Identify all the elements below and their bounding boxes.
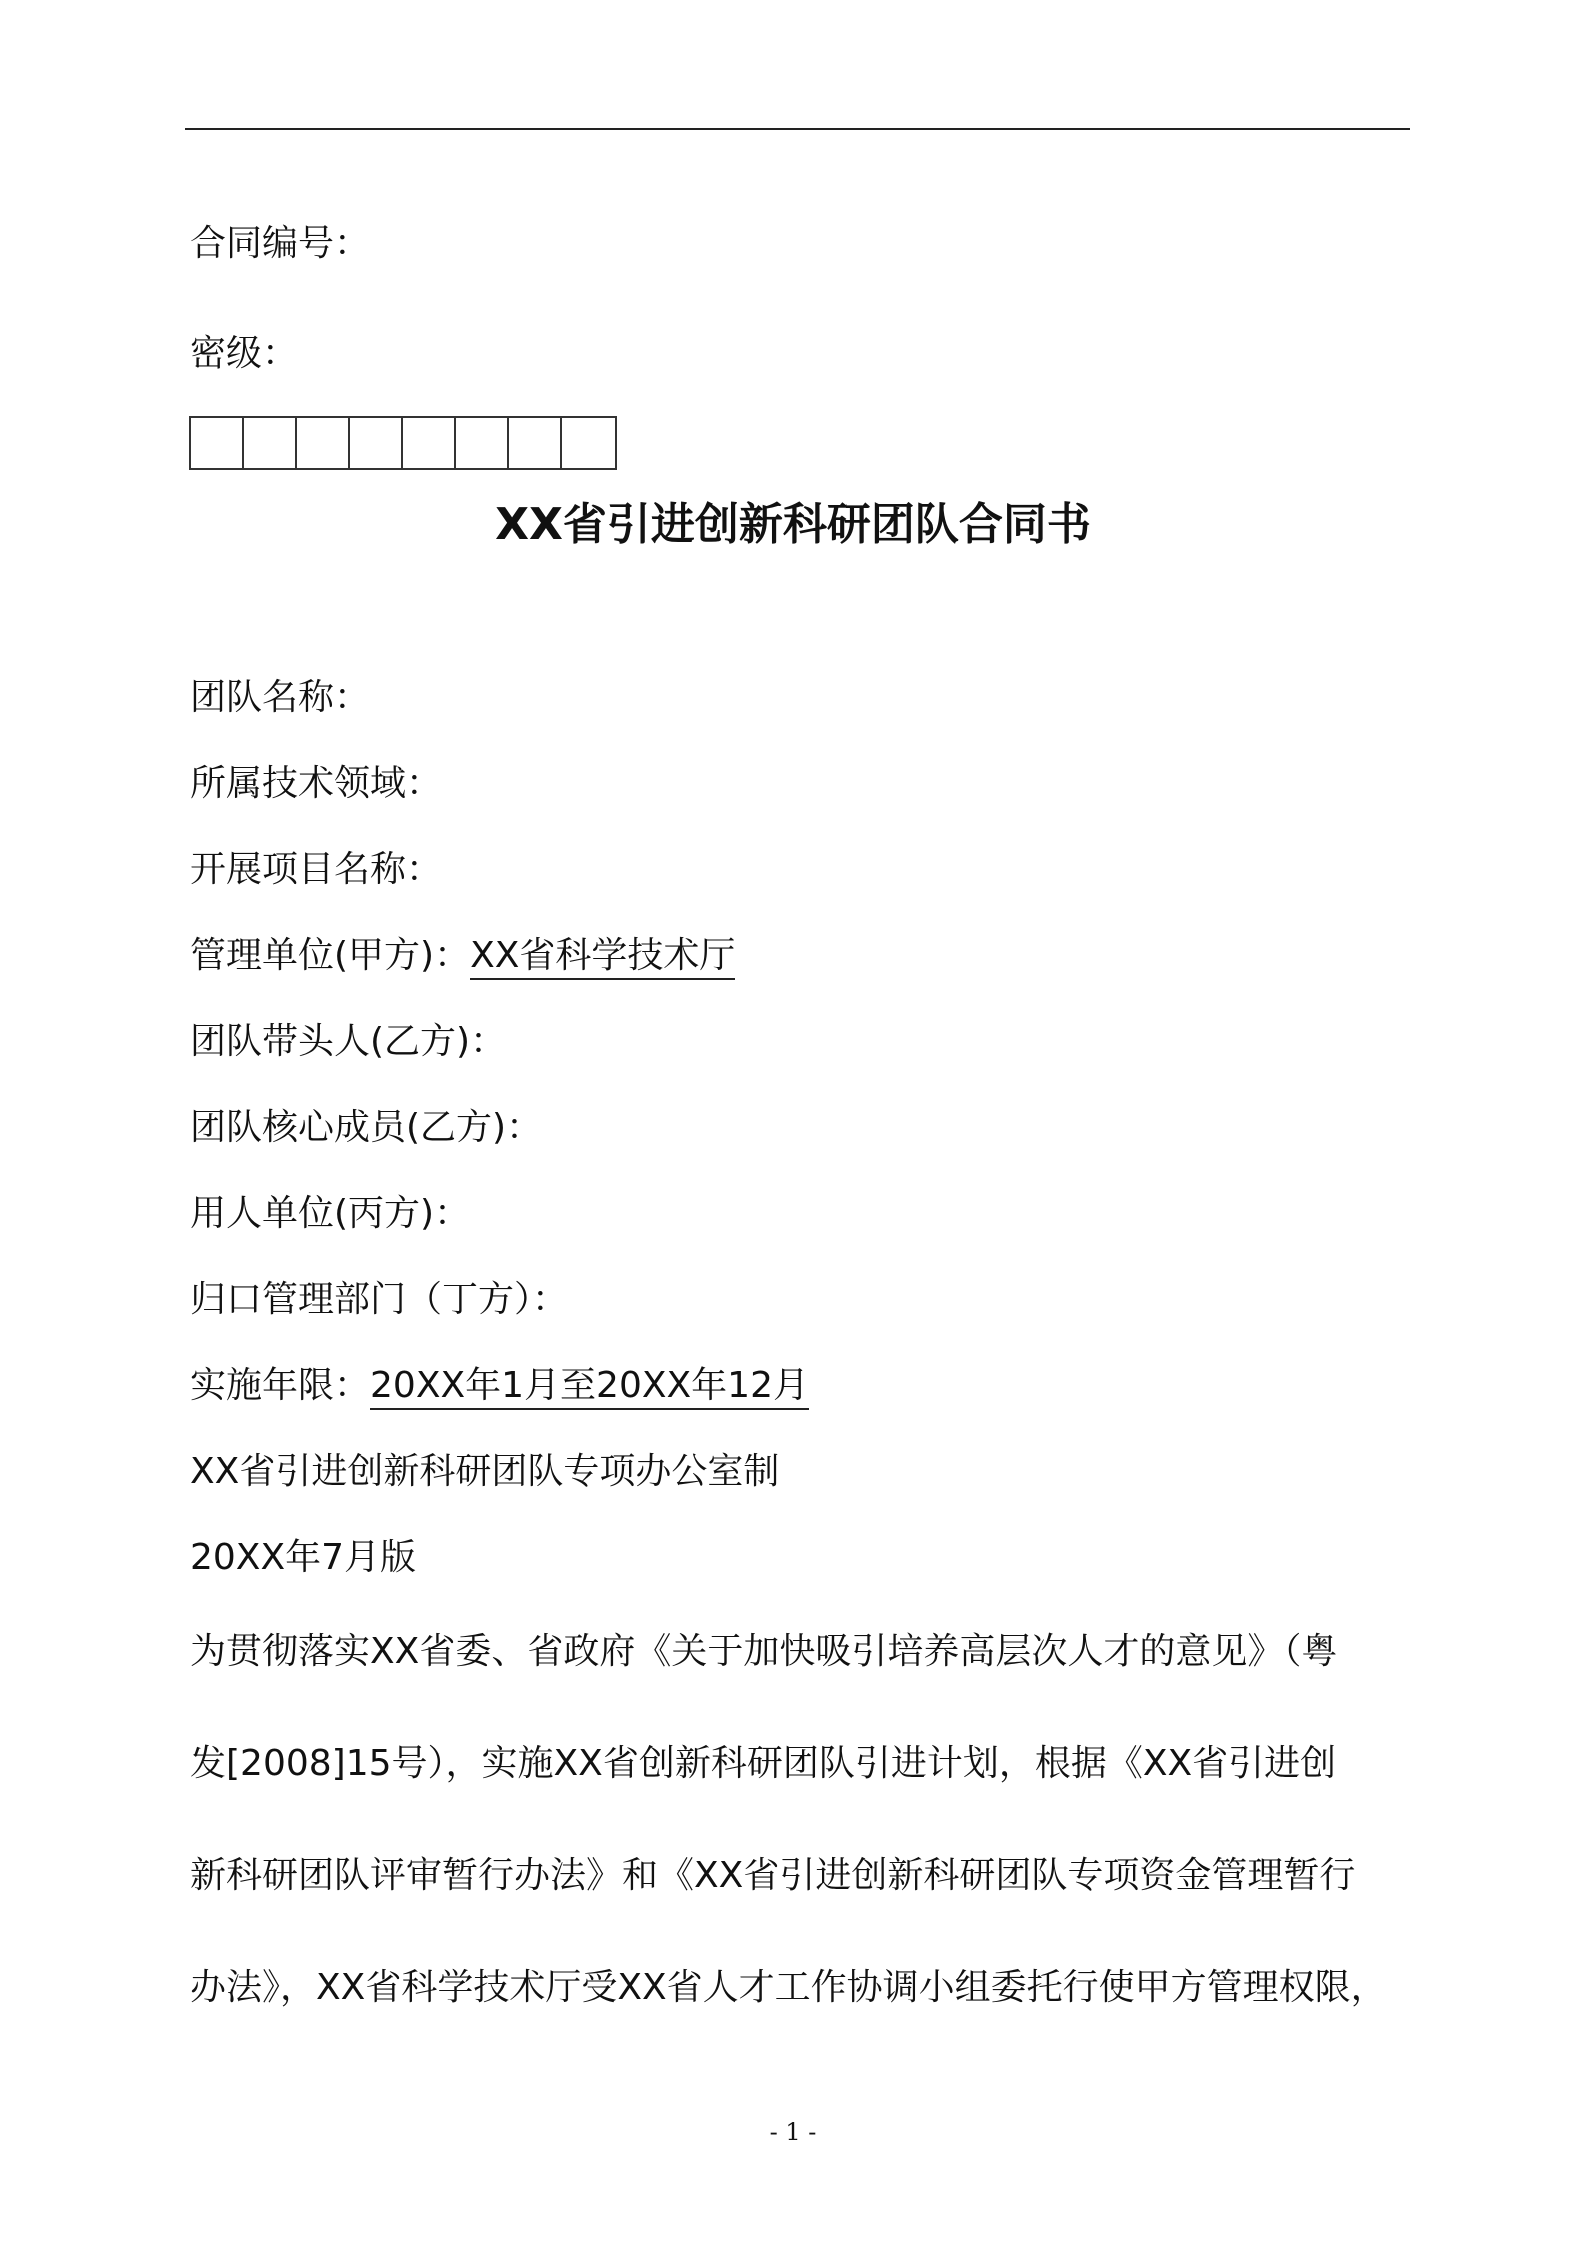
team-name-label: 团队名称： <box>190 677 371 718</box>
number-box-cell[interactable] <box>350 418 403 468</box>
issuer-line: XX省引进创新科研团队专项办公室制 <box>190 1451 780 1492</box>
version-line: 20XX年7月版 <box>190 1537 417 1578</box>
secret-level-label: 密级： <box>190 333 299 374</box>
header-rule <box>185 128 1410 130</box>
party-d-label: 归口管理部门（丁方）： <box>190 1279 569 1320</box>
contract-number-label: 合同编号： <box>190 223 371 264</box>
number-box-cell[interactable] <box>509 418 562 468</box>
number-box-row <box>189 416 617 470</box>
number-box-cell[interactable] <box>244 418 297 468</box>
period-field <box>190 1364 809 1407</box>
tech-field-label: 所属技术领域： <box>190 763 443 804</box>
project-name-label: 开展项目名称： <box>190 849 443 890</box>
number-box-cell[interactable] <box>403 418 456 468</box>
body-line: 发[2008]15号），实施XX省创新科研团队引进计划，根据《XX省引进创 <box>190 1743 1337 1784</box>
party-b-members-label: 团队核心成员(乙方)： <box>190 1107 543 1148</box>
party-a-value: XX省科学技术厅 <box>470 935 735 980</box>
number-box-cell[interactable] <box>191 418 244 468</box>
party-c-label: 用人单位(丙方)： <box>190 1193 471 1234</box>
number-box-cell[interactable] <box>562 418 615 468</box>
body-line: 为贯彻落实XX省委、省政府《关于加快吸引培养高层次人才的意见》（粤 <box>190 1631 1338 1672</box>
body-line: 办法》，XX省科学技术厅受XX省人才工作协调小组委托行使甲方管理权限， <box>190 1967 1387 2008</box>
number-box-cell[interactable] <box>456 418 509 468</box>
period-value: 20XX年1月至20XX年12月 <box>370 1365 809 1410</box>
body-line: 新科研团队评审暂行办法》和《XX省引进创新科研团队专项资金管理暂行 <box>190 1855 1356 1896</box>
period-label: 实施年限： <box>190 1365 371 1406</box>
party-a-field <box>190 934 735 977</box>
document-title: XX省引进创新科研团队合同书 <box>495 499 1091 550</box>
page-number: - 1 - <box>769 2118 817 2146</box>
party-a-label: 管理单位(甲方)： <box>190 935 471 976</box>
number-box-cell[interactable] <box>297 418 350 468</box>
party-b-leader-label: 团队带头人(乙方)： <box>190 1021 507 1062</box>
